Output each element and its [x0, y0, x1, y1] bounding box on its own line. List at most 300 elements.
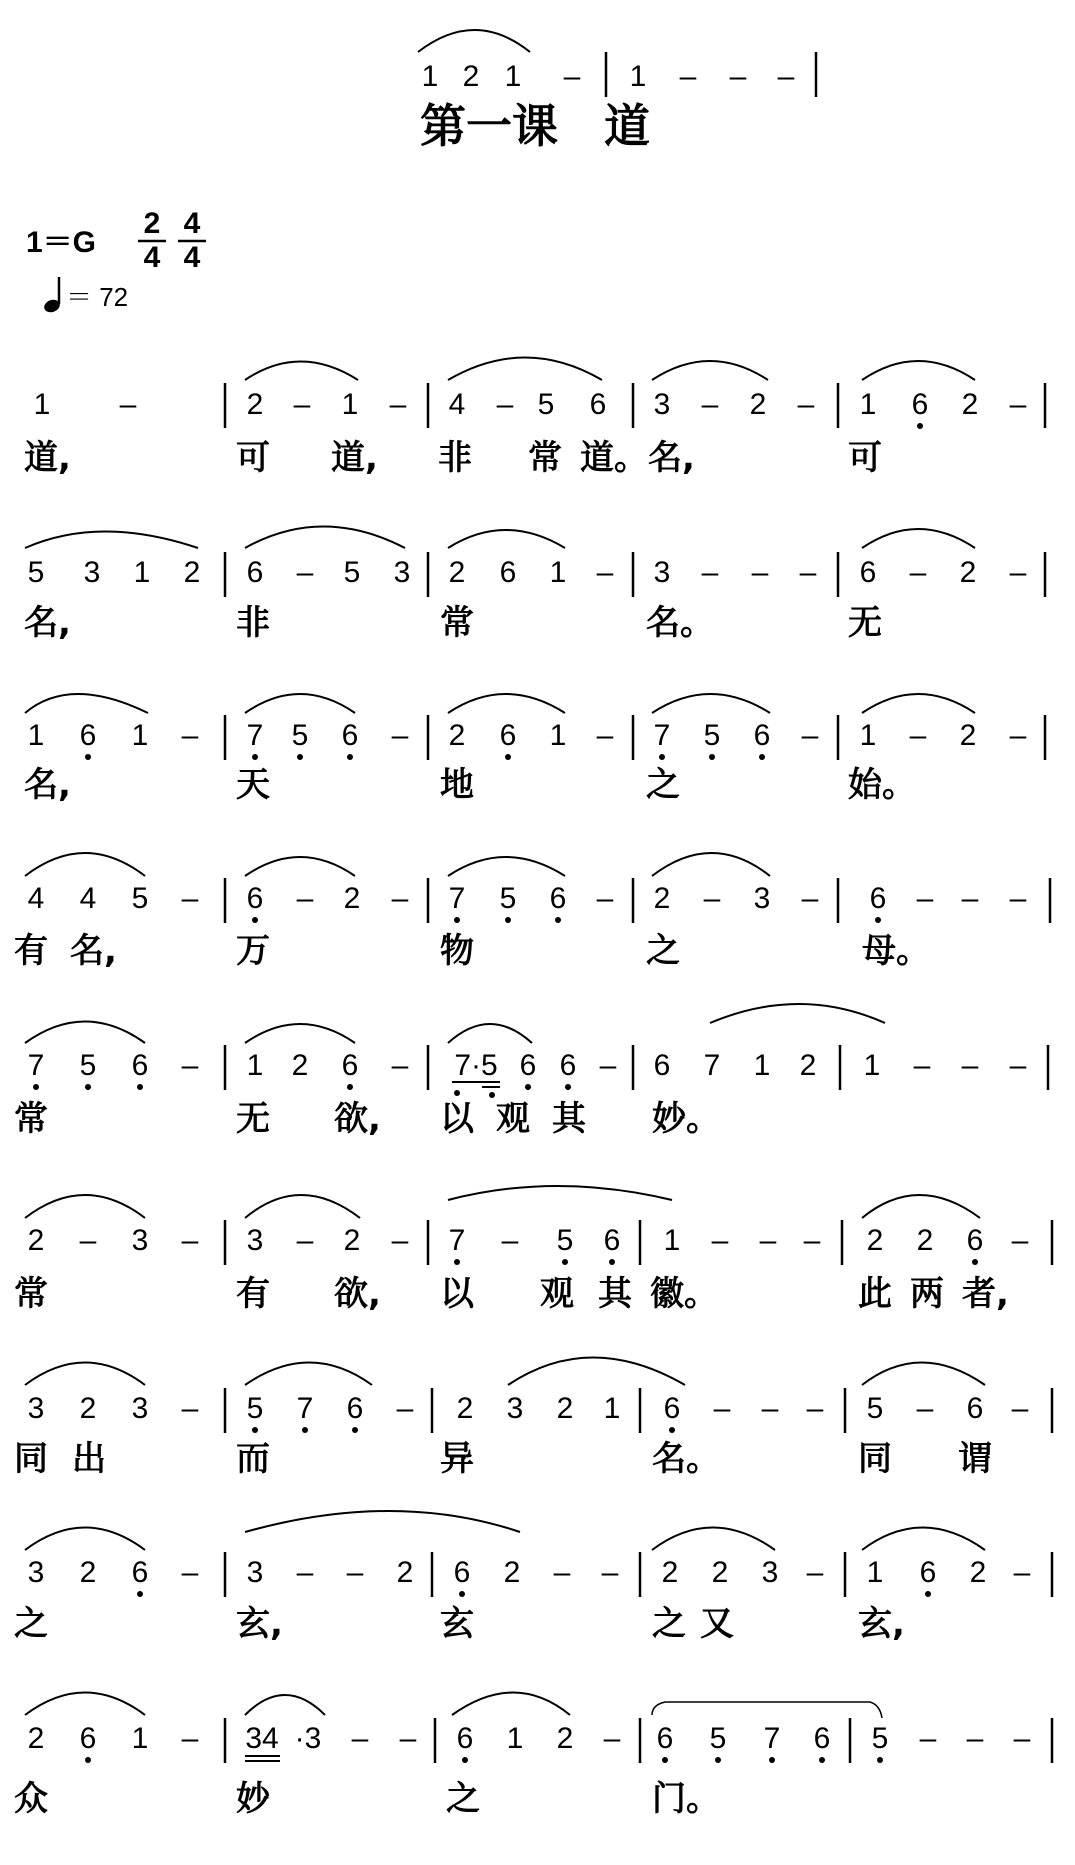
note: 6 [131, 1556, 149, 1589]
dash: – [799, 556, 817, 589]
lyric: 万 [236, 931, 270, 971]
note: 6 [919, 1556, 937, 1589]
lyric: 其 [598, 1274, 632, 1314]
note: 2 [343, 1224, 361, 1257]
note: 7 [448, 1224, 466, 1257]
low-octave-dot [347, 754, 353, 760]
note: 1 [506, 1722, 524, 1755]
slur [25, 853, 145, 876]
lyric: 之 [652, 1604, 686, 1644]
lyric: 欲, [334, 1274, 381, 1314]
note: 7·5 [454, 1049, 498, 1082]
note: 3 [753, 882, 771, 915]
lyric: 名, [24, 765, 71, 805]
lyric: 之 [446, 1779, 480, 1819]
dash: – [1009, 882, 1027, 915]
dash: – [961, 882, 979, 915]
note: 6 [131, 1049, 149, 1082]
lyric: 观 [540, 1274, 574, 1314]
lyric: 常 [528, 438, 562, 478]
note: 2 [448, 719, 466, 752]
note: 5 [537, 388, 555, 421]
dash: – [181, 1722, 199, 1755]
note: 1 [603, 1392, 621, 1425]
slur [25, 532, 198, 549]
dash: – [181, 882, 199, 915]
note: 2 [866, 1224, 884, 1257]
lyric: 以 [440, 1274, 474, 1314]
score-row [14, 1358, 1052, 1480]
dash: – [391, 1224, 409, 1257]
slur [862, 1195, 980, 1218]
dash: – [296, 1556, 314, 1589]
note: 2 [961, 388, 979, 421]
note: 3 [131, 1392, 149, 1425]
low-octave-dot [347, 1084, 353, 1090]
score-row [14, 1004, 1048, 1139]
score-row [14, 1511, 1052, 1644]
note: 1 [246, 1049, 264, 1082]
dash: – [916, 1392, 934, 1425]
note: 1 [133, 556, 151, 589]
slur [862, 529, 975, 548]
page-title: 第一课 道 [420, 99, 650, 153]
note: 1 [27, 719, 45, 752]
slur [25, 694, 148, 713]
low-octave-dot [454, 1090, 460, 1096]
low-octave-dot [252, 917, 258, 923]
note: 2 [79, 1392, 97, 1425]
lyric: 出 [72, 1439, 106, 1479]
note: 4 [448, 388, 466, 421]
lyric: 两 [910, 1274, 944, 1314]
note: 3 [246, 1224, 264, 1257]
note: 6 [869, 882, 887, 915]
note: 5 [343, 556, 361, 589]
slur [418, 30, 530, 52]
note: 6 [341, 719, 359, 752]
note: 5 [27, 556, 45, 589]
note: 5 [866, 1392, 884, 1425]
lyric: 徽。 [650, 1274, 718, 1314]
lyric: 而 [236, 1439, 270, 1479]
dash: – [761, 1392, 779, 1425]
note: 4 [27, 882, 45, 915]
lyric: 母。 [862, 931, 930, 971]
lyric: 常 [14, 1099, 48, 1139]
note: 3 [27, 1392, 45, 1425]
low-octave-dot [669, 1427, 675, 1433]
note: 6 [246, 556, 264, 589]
slur [25, 1022, 145, 1044]
note: 5 [709, 1722, 727, 1755]
intro-line [418, 30, 816, 97]
dash: – [1011, 1224, 1029, 1257]
dash: – [181, 1556, 199, 1589]
slur [652, 853, 770, 876]
dash: – [391, 719, 409, 752]
note: 6 [656, 1722, 674, 1755]
note: 3 [506, 1392, 524, 1425]
note: 6 [559, 1049, 577, 1082]
note: 2 [456, 1392, 474, 1425]
note: 2 [27, 1224, 45, 1257]
dash: – [909, 719, 927, 752]
lyric: 之 [646, 765, 680, 805]
dash: – [351, 1722, 369, 1755]
note: 2 [79, 1556, 97, 1589]
note: 2 [183, 556, 201, 589]
slur [448, 1024, 532, 1043]
note: 1 [341, 388, 359, 421]
dash: – [711, 1224, 729, 1257]
low-octave-dot [462, 1757, 468, 1763]
lyric: 可 [848, 438, 882, 478]
note: 2 [462, 60, 480, 93]
note: 5 [556, 1224, 574, 1257]
low-octave-dot [659, 754, 665, 760]
note: 3 [131, 1224, 149, 1257]
dash: – [391, 1049, 409, 1082]
note: 3 [761, 1556, 779, 1589]
lyric: 道, [24, 438, 71, 478]
low-octave-dot [715, 1757, 721, 1763]
slur [245, 857, 355, 876]
note: 6 [911, 388, 929, 421]
dash: – [601, 1556, 619, 1589]
note: 1 [549, 556, 567, 589]
dash: – [391, 882, 409, 915]
dash: – [399, 1722, 417, 1755]
note: 5 [79, 1049, 97, 1082]
lyric: 者, [962, 1274, 1009, 1314]
lyric: 有 [236, 1274, 270, 1314]
note: 6 [519, 1049, 537, 1082]
dash: – [961, 1049, 979, 1082]
dash: – [119, 388, 137, 421]
time-signature-bottom: 4 [143, 241, 161, 274]
note: 3 [653, 556, 671, 589]
lyric: 非 [438, 438, 472, 478]
note: 7 [703, 1049, 721, 1082]
note: 2 [653, 882, 671, 915]
slur [245, 694, 355, 713]
lyric: 物 [440, 931, 474, 971]
note: 3 [393, 556, 411, 589]
low-octave-dot [769, 1757, 775, 1763]
note: 1 [504, 60, 522, 93]
note: 6 [813, 1722, 831, 1755]
dash: – [729, 60, 747, 93]
slur [245, 362, 358, 381]
slur [25, 1363, 145, 1386]
note: 7 [296, 1392, 314, 1425]
lyric: 常 [440, 603, 474, 643]
dash: – [496, 388, 514, 421]
dash: – [919, 1722, 937, 1755]
slur [245, 1695, 325, 1715]
dash: – [966, 1722, 984, 1755]
lyric: 妙。 [652, 1099, 720, 1139]
note: 2 [969, 1556, 987, 1589]
note: 2 [661, 1556, 679, 1589]
note: 2 [27, 1722, 45, 1755]
note: 3 [83, 556, 101, 589]
slur [448, 358, 602, 381]
low-octave-dot [33, 1084, 39, 1090]
low-octave-dot [505, 917, 511, 923]
dash: – [806, 1556, 824, 1589]
dash: – [916, 882, 934, 915]
note: 5 [246, 1392, 264, 1425]
note: 1 [863, 1049, 881, 1082]
low-octave-dot [85, 1084, 91, 1090]
slur [452, 1693, 570, 1716]
note: 1 [421, 60, 439, 93]
note: 1 [33, 388, 51, 421]
note: 2 [711, 1556, 729, 1589]
lyric: 又 [700, 1604, 734, 1644]
low-octave-dot [925, 1591, 931, 1597]
slur [245, 1511, 520, 1532]
slur [862, 1363, 985, 1386]
time-signature-top: 4 [183, 207, 201, 240]
note: 6 [246, 882, 264, 915]
dash: – [346, 1556, 364, 1589]
note: 6 [966, 1392, 984, 1425]
note: 6 [346, 1392, 364, 1425]
note: 5 [703, 719, 721, 752]
note: 3 [27, 1556, 45, 1589]
lyric: 无 [236, 1099, 270, 1139]
low-octave-dot [297, 754, 303, 760]
lyric: 非 [236, 603, 270, 643]
note: 1 [629, 60, 647, 93]
dash: – [296, 1224, 314, 1257]
dash: – [296, 556, 314, 589]
note: 6 [499, 556, 517, 589]
dash: – [396, 1392, 414, 1425]
note: 2 [396, 1556, 414, 1589]
note: 1 [131, 719, 149, 752]
lyric: 同 [14, 1439, 48, 1479]
low-octave-dot [662, 1757, 668, 1763]
dash: – [777, 60, 795, 93]
score-row [24, 358, 1045, 479]
low-octave-dot [917, 423, 923, 429]
low-octave-dot [877, 1757, 883, 1763]
low-octave-dot [759, 754, 765, 760]
dash: – [1013, 1722, 1031, 1755]
lyric: 名, [70, 931, 117, 971]
lyric: 其 [552, 1099, 586, 1139]
dash: – [501, 1224, 519, 1257]
low-octave-dot [709, 754, 715, 760]
note: 2 [556, 1722, 574, 1755]
slur [448, 1186, 672, 1200]
note: 3 [653, 388, 671, 421]
note: 6 [79, 719, 97, 752]
slur [245, 1363, 372, 1386]
key-signature: 1＝G [26, 226, 97, 259]
lyric: 门。 [652, 1779, 720, 1819]
slur [25, 1528, 145, 1551]
slur [25, 1195, 145, 1218]
note: 1 [549, 719, 567, 752]
dash: – [1011, 1392, 1029, 1425]
lyric: 地 [440, 765, 474, 805]
dash: – [181, 719, 199, 752]
score-row [14, 1693, 1052, 1820]
score-row [24, 527, 1045, 644]
note: 6 [341, 1049, 359, 1082]
note: 6 [653, 1049, 671, 1082]
dash: – [713, 1392, 731, 1425]
dash: – [1009, 388, 1027, 421]
dash: – [293, 388, 311, 421]
dash: – [1009, 719, 1027, 752]
low-octave-dot [302, 1427, 308, 1433]
dash: – [801, 719, 819, 752]
dash: – [909, 556, 927, 589]
lyric: 玄, [236, 1604, 283, 1644]
low-octave-dot [609, 1259, 615, 1265]
slur [652, 694, 770, 713]
note: 2 [959, 556, 977, 589]
slur [448, 694, 565, 713]
note: 6 [753, 719, 771, 752]
note: 2 [916, 1224, 934, 1257]
dash: – [701, 556, 719, 589]
dash: – [553, 1556, 571, 1589]
note: 6 [663, 1392, 681, 1425]
low-octave-dot [137, 1084, 143, 1090]
note: 7 [653, 719, 671, 752]
low-octave-dot [252, 754, 258, 760]
dash: – [596, 882, 614, 915]
note: 2 [556, 1392, 574, 1425]
lyric: 以 [440, 1099, 474, 1139]
lyric: 天 [236, 765, 270, 805]
lyric: 无 [848, 603, 882, 643]
note: 1 [753, 1049, 771, 1082]
slur [862, 1528, 985, 1551]
lyric: 玄 [440, 1604, 474, 1644]
lyric: 异 [440, 1439, 474, 1479]
lyric: 玄, [858, 1604, 905, 1644]
note: 5 [291, 719, 309, 752]
slur [245, 1195, 360, 1218]
slur [652, 1528, 775, 1551]
lyric: 欲, [334, 1099, 381, 1139]
lyric: 谓 [958, 1439, 992, 1479]
low-octave-dot [85, 754, 91, 760]
slur [652, 361, 768, 380]
slur [710, 1004, 885, 1023]
lyric: 道。名, [580, 438, 695, 478]
note: 5 [871, 1722, 889, 1755]
note: 2 [246, 388, 264, 421]
note: 6 [589, 388, 607, 421]
slur [25, 1693, 145, 1716]
note: 6 [603, 1224, 621, 1257]
lyric: 同 [858, 1439, 892, 1479]
note: ·3 [294, 1722, 322, 1755]
tempo-marking: ＝ 72 [66, 282, 129, 312]
slur [862, 361, 975, 380]
note: 6 [456, 1722, 474, 1755]
note: 7 [763, 1722, 781, 1755]
low-octave-dot [819, 1757, 825, 1763]
dash: – [181, 1392, 199, 1425]
low-octave-dot [525, 1084, 531, 1090]
note: 3 [246, 1556, 264, 1589]
dash: – [797, 388, 815, 421]
note: 2 [291, 1049, 309, 1082]
note: 7 [27, 1049, 45, 1082]
dash: – [389, 388, 407, 421]
slur [245, 527, 405, 549]
dash: – [181, 1224, 199, 1257]
dash: – [801, 882, 819, 915]
note: 2 [959, 719, 977, 752]
dash: – [806, 1392, 824, 1425]
slur [245, 1024, 355, 1043]
dash: – [599, 1049, 617, 1082]
note: 6 [453, 1556, 471, 1589]
note: 1 [131, 1722, 149, 1755]
low-octave-dot [352, 1427, 358, 1433]
note: 7 [448, 882, 466, 915]
note: 2 [799, 1049, 817, 1082]
low-octave-dot [459, 1591, 465, 1597]
note: 5 [131, 882, 149, 915]
note: 6 [499, 719, 517, 752]
dash: – [181, 1049, 199, 1082]
lyric: 有 [14, 931, 48, 971]
dash: – [603, 1722, 621, 1755]
low-octave-dot [562, 1259, 568, 1265]
lyric: 始。 [848, 765, 916, 805]
note: 4 [79, 882, 97, 915]
note: 34 [245, 1722, 279, 1755]
lyric: 道, [331, 438, 378, 478]
low-octave-dot [454, 917, 460, 923]
note: 2 [448, 556, 466, 589]
low-octave-dot [454, 1259, 460, 1265]
dash: – [296, 882, 314, 915]
time-signature-bottom: 4 [183, 241, 201, 274]
dash: – [79, 1224, 97, 1257]
lyric: 常 [14, 1274, 48, 1314]
low-octave-dot [555, 917, 561, 923]
dash: – [1009, 556, 1027, 589]
dash: – [759, 1224, 777, 1257]
slur [448, 857, 565, 876]
note: 1 [663, 1224, 681, 1257]
dash: – [701, 388, 719, 421]
lyric: 名, [24, 603, 71, 643]
note: 2 [503, 1556, 521, 1589]
slur [448, 530, 565, 548]
dash: – [679, 60, 697, 93]
lyric: 众 [14, 1779, 48, 1819]
dash: – [703, 882, 721, 915]
dash: – [751, 556, 769, 589]
slur [652, 1702, 882, 1718]
low-octave-dot [565, 1084, 571, 1090]
lyric: 之 [14, 1604, 48, 1644]
